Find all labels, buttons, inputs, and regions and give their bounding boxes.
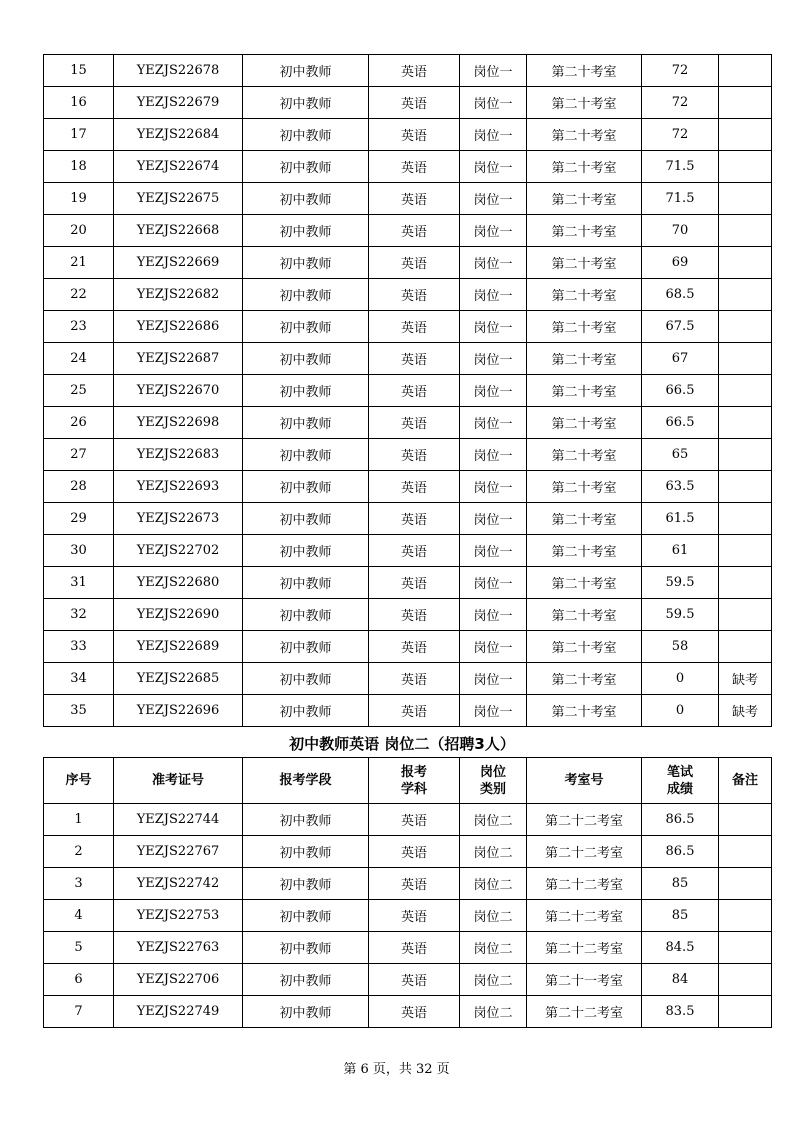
- cell-exam-id: YEZJS22674: [114, 151, 243, 183]
- cell-seq: 16: [44, 87, 114, 119]
- header-subject: [369, 758, 460, 804]
- cell-note: [719, 55, 772, 87]
- cell-position: 岗位一: [460, 439, 527, 471]
- table-row: [44, 695, 772, 727]
- cell-note: 缺考: [719, 663, 772, 695]
- cell-exam-id: YEZJS22753: [114, 900, 243, 932]
- cell-subject: 英语: [369, 55, 460, 87]
- score-table-position-1-body: [44, 55, 772, 727]
- table-row: [44, 375, 772, 407]
- cell-position: 岗位二: [460, 932, 527, 964]
- cell-stage: 初中教师: [243, 932, 369, 964]
- cell-room: 第二十二考室: [527, 900, 642, 932]
- cell-seq: 3: [44, 868, 114, 900]
- table-row: [44, 183, 772, 215]
- cell-stage: 初中教师: [243, 868, 369, 900]
- cell-exam-id: YEZJS22744: [114, 804, 243, 836]
- cell-room: 第二十二考室: [527, 932, 642, 964]
- cell-stage: 初中教师: [243, 151, 369, 183]
- cell-position: 岗位一: [460, 55, 527, 87]
- cell-note: [719, 503, 772, 535]
- cell-seq: 21: [44, 247, 114, 279]
- cell-stage: 初中教师: [243, 375, 369, 407]
- cell-note: [719, 900, 772, 932]
- cell-note: [719, 87, 772, 119]
- table-row: [44, 151, 772, 183]
- cell-exam-id: YEZJS22767: [114, 836, 243, 868]
- cell-exam-id: YEZJS22679: [114, 87, 243, 119]
- cell-score: 84.5: [642, 932, 719, 964]
- cell-room: 第二十考室: [527, 151, 642, 183]
- cell-stage: 初中教师: [243, 535, 369, 567]
- cell-score: 59.5: [642, 567, 719, 599]
- cell-seq: 17: [44, 119, 114, 151]
- table-row: [44, 119, 772, 151]
- table-row: [44, 439, 772, 471]
- cell-note: [719, 599, 772, 631]
- cell-score: 86.5: [642, 836, 719, 868]
- cell-stage: 初中教师: [243, 119, 369, 151]
- table-row: [44, 471, 772, 503]
- cell-position: 岗位一: [460, 119, 527, 151]
- cell-subject: 英语: [369, 567, 460, 599]
- table-row: [44, 599, 772, 631]
- cell-exam-id: YEZJS22675: [114, 183, 243, 215]
- cell-stage: 初中教师: [243, 631, 369, 663]
- cell-room: 第二十考室: [527, 343, 642, 375]
- cell-stage: 初中教师: [243, 55, 369, 87]
- cell-position: 岗位一: [460, 183, 527, 215]
- cell-position: 岗位一: [460, 407, 527, 439]
- cell-note: [719, 343, 772, 375]
- cell-stage: 初中教师: [243, 471, 369, 503]
- cell-position: 岗位一: [460, 87, 527, 119]
- cell-score: 83.5: [642, 996, 719, 1028]
- cell-seq: 4: [44, 900, 114, 932]
- cell-room: 第二十考室: [527, 119, 642, 151]
- cell-score: 85: [642, 900, 719, 932]
- header-note: [719, 758, 772, 804]
- cell-subject: 英语: [369, 87, 460, 119]
- cell-room: 第二十二考室: [527, 996, 642, 1028]
- cell-seq: 27: [44, 439, 114, 471]
- cell-exam-id: YEZJS22670: [114, 375, 243, 407]
- cell-exam-id: YEZJS22763: [114, 932, 243, 964]
- cell-seq: 35: [44, 695, 114, 727]
- table-header-row: [44, 758, 772, 804]
- cell-exam-id: YEZJS22693: [114, 471, 243, 503]
- cell-room: 第二十考室: [527, 407, 642, 439]
- header-line: 考室号: [564, 773, 604, 788]
- cell-subject: 英语: [369, 868, 460, 900]
- cell-position: 岗位一: [460, 663, 527, 695]
- header-exam-id: [114, 758, 243, 804]
- cell-position: 岗位一: [460, 375, 527, 407]
- cell-stage: 初中教师: [243, 215, 369, 247]
- table-row: [44, 900, 772, 932]
- section-title: 初中教师英语 岗位二（招聘3人）: [289, 735, 515, 753]
- cell-note: [719, 247, 772, 279]
- cell-score: 72: [642, 55, 719, 87]
- cell-score: 85: [642, 868, 719, 900]
- cell-stage: 初中教师: [243, 439, 369, 471]
- cell-subject: 英语: [369, 836, 460, 868]
- cell-note: [719, 151, 772, 183]
- cell-subject: 英语: [369, 900, 460, 932]
- cell-stage: 初中教师: [243, 567, 369, 599]
- cell-seq: 22: [44, 279, 114, 311]
- cell-exam-id: YEZJS22690: [114, 599, 243, 631]
- cell-seq: 15: [44, 55, 114, 87]
- cell-position: 岗位一: [460, 279, 527, 311]
- cell-exam-id: YEZJS22669: [114, 247, 243, 279]
- header-line: 类别: [479, 781, 506, 797]
- cell-seq: 29: [44, 503, 114, 535]
- cell-stage: 初中教师: [243, 87, 369, 119]
- cell-score: 71.5: [642, 151, 719, 183]
- cell-stage: 初中教师: [243, 900, 369, 932]
- cell-position: 岗位一: [460, 215, 527, 247]
- cell-position: 岗位二: [460, 996, 527, 1028]
- cell-position: 岗位一: [460, 471, 527, 503]
- cell-subject: 英语: [369, 407, 460, 439]
- cell-seq: 25: [44, 375, 114, 407]
- table-row: [44, 804, 772, 836]
- cell-room: 第二十考室: [527, 631, 642, 663]
- table-row: [44, 311, 772, 343]
- cell-subject: 英语: [369, 151, 460, 183]
- header-stage: [243, 758, 369, 804]
- cell-subject: 英语: [369, 599, 460, 631]
- cell-seq: 2: [44, 836, 114, 868]
- cell-seq: 20: [44, 215, 114, 247]
- cell-position: 岗位一: [460, 151, 527, 183]
- cell-exam-id: YEZJS22686: [114, 311, 243, 343]
- cell-score: 61: [642, 535, 719, 567]
- cell-note: [719, 375, 772, 407]
- cell-note: [719, 567, 772, 599]
- cell-room: 第二十考室: [527, 311, 642, 343]
- cell-exam-id: YEZJS22749: [114, 996, 243, 1028]
- cell-exam-id: YEZJS22685: [114, 663, 243, 695]
- table-row: [44, 567, 772, 599]
- cell-note: [719, 215, 772, 247]
- cell-room: 第二十考室: [527, 215, 642, 247]
- cell-position: 岗位一: [460, 503, 527, 535]
- cell-subject: 英语: [369, 996, 460, 1028]
- score-table-position-2: [43, 757, 772, 1028]
- cell-stage: 初中教师: [243, 183, 369, 215]
- cell-exam-id: YEZJS22678: [114, 55, 243, 87]
- cell-position: 岗位二: [460, 836, 527, 868]
- cell-score: 68.5: [642, 279, 719, 311]
- cell-note: [719, 439, 772, 471]
- score-table-position-1: [43, 54, 772, 727]
- cell-note: [719, 183, 772, 215]
- cell-exam-id: YEZJS22706: [114, 964, 243, 996]
- cell-score: 72: [642, 119, 719, 151]
- cell-note: [719, 804, 772, 836]
- cell-position: 岗位一: [460, 695, 527, 727]
- cell-score: 63.5: [642, 471, 719, 503]
- cell-exam-id: YEZJS22673: [114, 503, 243, 535]
- cell-exam-id: YEZJS22668: [114, 215, 243, 247]
- cell-subject: 英语: [369, 663, 460, 695]
- header-score: [642, 758, 719, 804]
- cell-room: 第二十考室: [527, 375, 642, 407]
- cell-score: 71.5: [642, 183, 719, 215]
- cell-seq: 26: [44, 407, 114, 439]
- header-position: [460, 758, 527, 804]
- header-line: 成绩: [666, 781, 693, 797]
- cell-position: 岗位一: [460, 311, 527, 343]
- cell-stage: 初中教师: [243, 279, 369, 311]
- cell-seq: 5: [44, 932, 114, 964]
- cell-note: [719, 964, 772, 996]
- cell-subject: 英语: [369, 279, 460, 311]
- header-room: [527, 758, 642, 804]
- cell-seq: 28: [44, 471, 114, 503]
- cell-position: 岗位一: [460, 631, 527, 663]
- cell-subject: 英语: [369, 471, 460, 503]
- cell-stage: 初中教师: [243, 599, 369, 631]
- table-row: [44, 55, 772, 87]
- cell-note: [719, 311, 772, 343]
- cell-score: 58: [642, 631, 719, 663]
- table-row: [44, 279, 772, 311]
- cell-subject: 英语: [369, 247, 460, 279]
- cell-exam-id: YEZJS22684: [114, 119, 243, 151]
- cell-stage: 初中教师: [243, 996, 369, 1028]
- cell-room: 第二十考室: [527, 663, 642, 695]
- cell-note: [719, 119, 772, 151]
- cell-seq: 7: [44, 996, 114, 1028]
- cell-exam-id: YEZJS22687: [114, 343, 243, 375]
- cell-stage: 初中教师: [243, 503, 369, 535]
- cell-exam-id: YEZJS22680: [114, 567, 243, 599]
- table-row: [44, 631, 772, 663]
- table-row: [44, 836, 772, 868]
- header-line: 序号: [65, 773, 92, 788]
- cell-subject: 英语: [369, 439, 460, 471]
- cell-position: 岗位一: [460, 343, 527, 375]
- cell-room: 第二十考室: [527, 695, 642, 727]
- cell-subject: 英语: [369, 804, 460, 836]
- cell-seq: 1: [44, 804, 114, 836]
- cell-exam-id: YEZJS22742: [114, 868, 243, 900]
- cell-stage: 初中教师: [243, 311, 369, 343]
- cell-note: [719, 932, 772, 964]
- cell-subject: 英语: [369, 932, 460, 964]
- table-row: [44, 343, 772, 375]
- cell-subject: 英语: [369, 964, 460, 996]
- cell-room: 第二十考室: [527, 503, 642, 535]
- table-row: [44, 663, 772, 695]
- cell-note: [719, 535, 772, 567]
- cell-score: 70: [642, 215, 719, 247]
- cell-note: 缺考: [719, 695, 772, 727]
- cell-score: 65: [642, 439, 719, 471]
- header-seq: [44, 758, 114, 804]
- table-row: [44, 87, 772, 119]
- cell-score: 0: [642, 695, 719, 727]
- cell-stage: 初中教师: [243, 804, 369, 836]
- cell-subject: 英语: [369, 215, 460, 247]
- cell-subject: 英语: [369, 695, 460, 727]
- cell-room: 第二十考室: [527, 535, 642, 567]
- cell-seq: 23: [44, 311, 114, 343]
- score-table-position-2-body: [44, 804, 772, 1028]
- cell-score: 67.5: [642, 311, 719, 343]
- cell-room: 第二十考室: [527, 279, 642, 311]
- cell-room: 第二十考室: [527, 183, 642, 215]
- cell-note: [719, 407, 772, 439]
- cell-room: 第二十考室: [527, 599, 642, 631]
- header-line: 准考证号: [151, 773, 204, 788]
- cell-room: 第二十考室: [527, 247, 642, 279]
- cell-score: 72: [642, 87, 719, 119]
- header-line: 报考学段: [279, 773, 332, 788]
- cell-stage: 初中教师: [243, 695, 369, 727]
- cell-stage: 初中教师: [243, 247, 369, 279]
- cell-position: 岗位二: [460, 868, 527, 900]
- table-row: [44, 247, 772, 279]
- cell-score: 84: [642, 964, 719, 996]
- header-line: 岗位: [479, 764, 506, 780]
- cell-exam-id: YEZJS22698: [114, 407, 243, 439]
- cell-seq: 30: [44, 535, 114, 567]
- table-row: [44, 215, 772, 247]
- table-row: [44, 535, 772, 567]
- cell-room: 第二十考室: [527, 439, 642, 471]
- cell-score: 67: [642, 343, 719, 375]
- cell-score: 61.5: [642, 503, 719, 535]
- page-footer: 第 6 页，共 32 页: [343, 1062, 450, 1077]
- cell-subject: 英语: [369, 343, 460, 375]
- cell-note: [719, 868, 772, 900]
- cell-seq: 34: [44, 663, 114, 695]
- header-line: 报考: [400, 764, 427, 780]
- cell-position: 岗位一: [460, 567, 527, 599]
- table-row: [44, 996, 772, 1028]
- header-line: 笔试: [666, 764, 693, 780]
- cell-note: [719, 996, 772, 1028]
- cell-exam-id: YEZJS22689: [114, 631, 243, 663]
- cell-stage: 初中教师: [243, 407, 369, 439]
- cell-score: 69: [642, 247, 719, 279]
- cell-stage: 初中教师: [243, 343, 369, 375]
- cell-seq: 32: [44, 599, 114, 631]
- cell-position: 岗位一: [460, 247, 527, 279]
- cell-note: [719, 836, 772, 868]
- table-row: [44, 407, 772, 439]
- cell-position: 岗位二: [460, 900, 527, 932]
- cell-position: 岗位一: [460, 535, 527, 567]
- cell-seq: 24: [44, 343, 114, 375]
- cell-note: [719, 279, 772, 311]
- cell-subject: 英语: [369, 119, 460, 151]
- header-line: 学科: [400, 781, 427, 797]
- cell-note: [719, 631, 772, 663]
- cell-note: [719, 471, 772, 503]
- cell-room: 第二十考室: [527, 87, 642, 119]
- cell-score: 59.5: [642, 599, 719, 631]
- cell-seq: 31: [44, 567, 114, 599]
- cell-room: 第二十考室: [527, 567, 642, 599]
- cell-stage: 初中教师: [243, 836, 369, 868]
- cell-subject: 英语: [369, 503, 460, 535]
- cell-room: 第二十二考室: [527, 868, 642, 900]
- cell-seq: 19: [44, 183, 114, 215]
- cell-room: 第二十二考室: [527, 836, 642, 868]
- cell-exam-id: YEZJS22696: [114, 695, 243, 727]
- table-row: [44, 964, 772, 996]
- cell-seq: 18: [44, 151, 114, 183]
- cell-exam-id: YEZJS22682: [114, 279, 243, 311]
- table-row: [44, 868, 772, 900]
- cell-stage: 初中教师: [243, 964, 369, 996]
- cell-subject: 英语: [369, 311, 460, 343]
- cell-room: 第二十二考室: [527, 804, 642, 836]
- cell-score: 0: [642, 663, 719, 695]
- cell-exam-id: YEZJS22702: [114, 535, 243, 567]
- table-row: [44, 932, 772, 964]
- cell-score: 66.5: [642, 407, 719, 439]
- cell-seq: 6: [44, 964, 114, 996]
- header-line: 备注: [731, 773, 758, 788]
- cell-seq: 33: [44, 631, 114, 663]
- table-row: [44, 503, 772, 535]
- cell-subject: 英语: [369, 631, 460, 663]
- cell-stage: 初中教师: [243, 663, 369, 695]
- cell-score: 66.5: [642, 375, 719, 407]
- cell-room: 第二十考室: [527, 471, 642, 503]
- cell-position: 岗位二: [460, 804, 527, 836]
- cell-score: 86.5: [642, 804, 719, 836]
- cell-position: 岗位二: [460, 964, 527, 996]
- cell-position: 岗位一: [460, 599, 527, 631]
- cell-subject: 英语: [369, 375, 460, 407]
- cell-exam-id: YEZJS22683: [114, 439, 243, 471]
- cell-room: 第二十考室: [527, 55, 642, 87]
- cell-room: 第二十一考室: [527, 964, 642, 996]
- cell-subject: 英语: [369, 183, 460, 215]
- cell-subject: 英语: [369, 535, 460, 567]
